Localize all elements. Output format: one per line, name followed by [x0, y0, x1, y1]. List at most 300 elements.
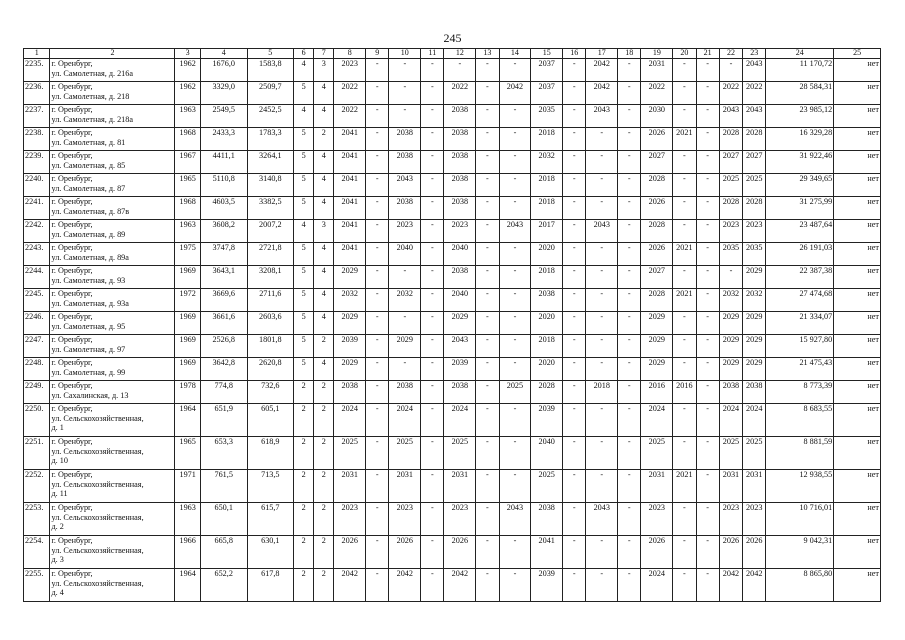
- cell-col-11: -: [421, 289, 444, 312]
- cell-col-5: 2509,7: [247, 82, 294, 105]
- row-number: 2235.: [24, 59, 50, 82]
- address-cell: [50, 536, 175, 569]
- cell-col-25: нет: [834, 536, 881, 569]
- cell-col-7: 2: [314, 437, 334, 470]
- cell-col-25: нет: [834, 381, 881, 404]
- cell-col-8: 2039: [334, 335, 366, 358]
- cell-col-19: 2031: [641, 59, 673, 82]
- cell-col-17: -: [586, 358, 618, 381]
- cell-col-7: 4: [314, 289, 334, 312]
- cell-col-17: 2043: [586, 105, 618, 128]
- cell-col-9: -: [366, 82, 389, 105]
- cell-col-3: 1968: [175, 197, 200, 220]
- cell-col-13: -: [476, 335, 499, 358]
- cell-col-20: -: [673, 82, 696, 105]
- cell-col-3: 1963: [175, 105, 200, 128]
- column-header: 17: [586, 49, 618, 59]
- address-line: ул. Самолетная, д. 87в: [51, 206, 130, 216]
- cell-col-14: 2043: [499, 503, 531, 536]
- column-header: 19: [641, 49, 673, 59]
- address-cell: [50, 151, 175, 174]
- cell-col-9: -: [366, 266, 389, 289]
- cell-col-11: -: [421, 174, 444, 197]
- cell-col-6: 5: [294, 289, 314, 312]
- address-line: г. Оренбург,: [51, 503, 93, 512]
- address-line: г. Оренбург,: [51, 174, 93, 183]
- cell-col-11: -: [421, 536, 444, 569]
- cell-col-13: -: [476, 197, 499, 220]
- address-line: ул. Самолетная, д. 87: [51, 183, 126, 193]
- cell-col-13: -: [476, 220, 499, 243]
- cell-col-20: -: [673, 266, 696, 289]
- cell-col-3: 1962: [175, 59, 200, 82]
- table-row: [24, 404, 881, 437]
- cell-col-9: -: [366, 358, 389, 381]
- cell-col-4: 774,8: [200, 381, 247, 404]
- cell-col-9: -: [366, 105, 389, 128]
- cell-col-4: 3642,8: [200, 358, 247, 381]
- cell-col-24: 31 275,99: [766, 197, 834, 220]
- cell-col-10: 2038: [389, 151, 421, 174]
- cell-col-4: 665,8: [200, 536, 247, 569]
- address-cell: [50, 312, 175, 335]
- row-number: 2240.: [24, 174, 50, 197]
- address-line: ул. Самолетная, д. 218а: [51, 114, 133, 124]
- cell-col-24: 9 042,31: [766, 536, 834, 569]
- cell-col-16: -: [563, 59, 586, 82]
- cell-col-6: 4: [294, 105, 314, 128]
- address-cell: [50, 437, 175, 470]
- cell-col-6: 2: [294, 569, 314, 602]
- cell-col-4: 5110,8: [200, 174, 247, 197]
- cell-col-15: 2018: [531, 128, 563, 151]
- cell-col-16: -: [563, 105, 586, 128]
- row-number: 2246.: [24, 312, 50, 335]
- cell-col-21: -: [696, 335, 719, 358]
- cell-col-13: -: [476, 266, 499, 289]
- cell-col-8: 2041: [334, 174, 366, 197]
- address-line: г. Оренбург,: [51, 82, 93, 91]
- column-header: 2: [50, 49, 175, 59]
- cell-col-14: -: [499, 243, 531, 266]
- cell-col-9: -: [366, 289, 389, 312]
- cell-col-18: -: [618, 105, 641, 128]
- address-line: д. 3: [51, 555, 64, 564]
- cell-col-18: -: [618, 289, 641, 312]
- cell-col-14: -: [499, 105, 531, 128]
- cell-col-3: 1965: [175, 174, 200, 197]
- cell-col-19: 2027: [641, 151, 673, 174]
- cell-col-24: 16 329,28: [766, 128, 834, 151]
- cell-col-13: -: [476, 105, 499, 128]
- address-cell: [50, 404, 175, 437]
- cell-col-13: -: [476, 243, 499, 266]
- cell-col-9: -: [366, 381, 389, 404]
- cell-col-11: -: [421, 437, 444, 470]
- cell-col-3: 1963: [175, 220, 200, 243]
- cell-col-10: 2038: [389, 381, 421, 404]
- cell-col-9: -: [366, 503, 389, 536]
- cell-col-13: -: [476, 289, 499, 312]
- cell-col-15: 2018: [531, 197, 563, 220]
- cell-col-25: нет: [834, 59, 881, 82]
- cell-col-19: 2026: [641, 128, 673, 151]
- cell-col-22: 2038: [719, 381, 742, 404]
- column-header: 3: [175, 49, 200, 59]
- cell-col-3: 1975: [175, 243, 200, 266]
- cell-col-7: 2: [314, 536, 334, 569]
- address-line: г. Оренбург,: [51, 404, 93, 413]
- cell-col-14: -: [499, 266, 531, 289]
- cell-col-9: -: [366, 312, 389, 335]
- address-line: д. 2: [51, 522, 64, 531]
- cell-col-4: 1676,0: [200, 59, 247, 82]
- cell-col-19: 2028: [641, 289, 673, 312]
- cell-col-4: 761,5: [200, 470, 247, 503]
- cell-col-7: 4: [314, 151, 334, 174]
- cell-col-7: 2: [314, 381, 334, 404]
- cell-col-5: 630,1: [247, 536, 294, 569]
- table-row: [24, 437, 881, 470]
- cell-col-13: -: [476, 503, 499, 536]
- cell-col-17: -: [586, 197, 618, 220]
- cell-col-15: 2018: [531, 335, 563, 358]
- column-header: 15: [531, 49, 563, 59]
- address-line: д. 11: [51, 489, 68, 498]
- cell-col-14: -: [499, 289, 531, 312]
- column-header: 14: [499, 49, 531, 59]
- cell-col-4: 4411,1: [200, 151, 247, 174]
- cell-col-23: 2035: [743, 243, 766, 266]
- table-row: [24, 243, 881, 266]
- cell-col-22: 2035: [719, 243, 742, 266]
- address-line: г. Оренбург,: [51, 197, 93, 206]
- cell-col-14: -: [499, 358, 531, 381]
- cell-col-25: нет: [834, 151, 881, 174]
- row-number: 2251.: [24, 437, 50, 470]
- cell-col-5: 2711,6: [247, 289, 294, 312]
- table-row: [24, 59, 881, 82]
- cell-col-7: 4: [314, 105, 334, 128]
- cell-col-15: 2018: [531, 174, 563, 197]
- cell-col-17: -: [586, 151, 618, 174]
- cell-col-10: 2040: [389, 243, 421, 266]
- cell-col-11: -: [421, 404, 444, 437]
- column-header: 4: [200, 49, 247, 59]
- cell-col-23: 2043: [743, 105, 766, 128]
- column-header: 1: [24, 49, 50, 59]
- cell-col-16: -: [563, 312, 586, 335]
- cell-col-8: 2029: [334, 266, 366, 289]
- cell-col-10: 2038: [389, 128, 421, 151]
- header-row: [24, 49, 881, 59]
- table-row: [24, 128, 881, 151]
- cell-col-8: 2023: [334, 503, 366, 536]
- row-number: 2247.: [24, 335, 50, 358]
- cell-col-11: -: [421, 335, 444, 358]
- cell-col-3: 1964: [175, 404, 200, 437]
- cell-col-13: -: [476, 569, 499, 602]
- cell-col-25: нет: [834, 82, 881, 105]
- address-line: г. Оренбург,: [51, 335, 93, 344]
- cell-col-6: 5: [294, 358, 314, 381]
- address-line: ул. Самолетная, д. 89а: [51, 252, 129, 262]
- cell-col-20: -: [673, 503, 696, 536]
- address-cell: [50, 503, 175, 536]
- row-number: 2241.: [24, 197, 50, 220]
- cell-col-24: 28 584,31: [766, 82, 834, 105]
- cell-col-25: нет: [834, 358, 881, 381]
- cell-col-18: -: [618, 266, 641, 289]
- cell-col-12: 2040: [444, 289, 476, 312]
- cell-col-7: 2: [314, 503, 334, 536]
- cell-col-6: 4: [294, 59, 314, 82]
- cell-col-15: 2039: [531, 569, 563, 602]
- cell-col-12: 2038: [444, 105, 476, 128]
- cell-col-5: 2620,8: [247, 358, 294, 381]
- cell-col-25: нет: [834, 335, 881, 358]
- cell-col-24: 12 938,55: [766, 470, 834, 503]
- cell-col-9: -: [366, 174, 389, 197]
- cell-col-8: 2025: [334, 437, 366, 470]
- cell-col-24: 22 387,38: [766, 266, 834, 289]
- cell-col-20: 2021: [673, 470, 696, 503]
- cell-col-10: 2024: [389, 404, 421, 437]
- cell-col-25: нет: [834, 128, 881, 151]
- cell-col-22: 2024: [719, 404, 742, 437]
- cell-col-17: 2043: [586, 220, 618, 243]
- cell-col-25: нет: [834, 197, 881, 220]
- cell-col-13: -: [476, 174, 499, 197]
- column-header: 10: [389, 49, 421, 59]
- cell-col-9: -: [366, 197, 389, 220]
- cell-col-25: нет: [834, 470, 881, 503]
- address-cell: [50, 266, 175, 289]
- cell-col-24: 15 927,80: [766, 335, 834, 358]
- address-line: ул. Самолетная, д. 85: [51, 160, 126, 170]
- cell-col-21: -: [696, 289, 719, 312]
- cell-col-8: 2023: [334, 59, 366, 82]
- table-row: [24, 335, 881, 358]
- cell-col-15: 2035: [531, 105, 563, 128]
- cell-col-3: 1962: [175, 82, 200, 105]
- cell-col-21: -: [696, 536, 719, 569]
- cell-col-9: -: [366, 220, 389, 243]
- cell-col-22: 2042: [719, 569, 742, 602]
- row-number: 2253.: [24, 503, 50, 536]
- cell-col-16: -: [563, 335, 586, 358]
- cell-col-24: 29 349,65: [766, 174, 834, 197]
- cell-col-3: 1963: [175, 503, 200, 536]
- table-row: [24, 312, 881, 335]
- cell-col-19: 2026: [641, 197, 673, 220]
- cell-col-18: -: [618, 536, 641, 569]
- cell-col-9: -: [366, 569, 389, 602]
- cell-col-18: -: [618, 312, 641, 335]
- cell-col-15: 2020: [531, 358, 563, 381]
- cell-col-6: 5: [294, 128, 314, 151]
- cell-col-12: 2042: [444, 569, 476, 602]
- cell-col-18: -: [618, 503, 641, 536]
- cell-col-6: 2: [294, 404, 314, 437]
- table-row: [24, 220, 881, 243]
- cell-col-8: 2032: [334, 289, 366, 312]
- cell-col-13: -: [476, 536, 499, 569]
- cell-col-14: 2043: [499, 220, 531, 243]
- address-cell: [50, 358, 175, 381]
- cell-col-19: 2025: [641, 437, 673, 470]
- column-header: 20: [673, 49, 696, 59]
- cell-col-20: -: [673, 358, 696, 381]
- cell-col-20: -: [673, 105, 696, 128]
- address-line: г. Оренбург,: [51, 381, 93, 390]
- cell-col-21: -: [696, 105, 719, 128]
- cell-col-19: 2029: [641, 335, 673, 358]
- cell-col-20: -: [673, 437, 696, 470]
- cell-col-22: 2028: [719, 197, 742, 220]
- cell-col-19: 2029: [641, 312, 673, 335]
- cell-col-10: 2038: [389, 197, 421, 220]
- cell-col-15: 2037: [531, 82, 563, 105]
- row-number: 2245.: [24, 289, 50, 312]
- row-number: 2239.: [24, 151, 50, 174]
- column-header: 24: [766, 49, 834, 59]
- cell-col-25: нет: [834, 266, 881, 289]
- cell-col-13: -: [476, 470, 499, 503]
- cell-col-15: 2039: [531, 404, 563, 437]
- address-line: г. Оренбург,: [51, 289, 93, 298]
- cell-col-12: 2038: [444, 197, 476, 220]
- cell-col-18: -: [618, 220, 641, 243]
- address-line: ул. Сельскохозяйственная,: [51, 512, 144, 522]
- address-line: ул. Самолетная, д. 99: [51, 367, 126, 377]
- cell-col-4: 3608,2: [200, 220, 247, 243]
- cell-col-25: нет: [834, 220, 881, 243]
- cell-col-3: 1967: [175, 151, 200, 174]
- cell-col-16: -: [563, 381, 586, 404]
- cell-col-18: -: [618, 197, 641, 220]
- cell-col-4: 3643,1: [200, 266, 247, 289]
- cell-col-24: 23 985,12: [766, 105, 834, 128]
- cell-col-21: -: [696, 358, 719, 381]
- cell-col-16: -: [563, 404, 586, 437]
- address-line: ул. Самолетная, д. 95: [51, 321, 126, 331]
- address-cell: [50, 569, 175, 602]
- cell-col-16: -: [563, 82, 586, 105]
- column-header: 12: [444, 49, 476, 59]
- cell-col-14: -: [499, 59, 531, 82]
- cell-col-21: -: [696, 243, 719, 266]
- cell-col-10: 2043: [389, 174, 421, 197]
- cell-col-5: 2603,6: [247, 312, 294, 335]
- cell-col-13: -: [476, 151, 499, 174]
- cell-col-14: -: [499, 312, 531, 335]
- cell-col-23: 2028: [743, 197, 766, 220]
- cell-col-3: 1969: [175, 312, 200, 335]
- cell-col-16: -: [563, 243, 586, 266]
- table-row: [24, 381, 881, 404]
- cell-col-15: 2040: [531, 437, 563, 470]
- cell-col-21: -: [696, 470, 719, 503]
- cell-col-12: 2039: [444, 358, 476, 381]
- table-row: [24, 82, 881, 105]
- cell-col-25: нет: [834, 503, 881, 536]
- cell-col-8: 2024: [334, 404, 366, 437]
- cell-col-19: 2024: [641, 404, 673, 437]
- cell-col-12: 2038: [444, 266, 476, 289]
- cell-col-23: 2042: [743, 569, 766, 602]
- cell-col-7: 4: [314, 197, 334, 220]
- cell-col-5: 618,9: [247, 437, 294, 470]
- cell-col-3: 1971: [175, 470, 200, 503]
- cell-col-8: 2041: [334, 151, 366, 174]
- cell-col-11: -: [421, 569, 444, 602]
- cell-col-21: -: [696, 503, 719, 536]
- table-row: [24, 470, 881, 503]
- cell-col-23: 2022: [743, 82, 766, 105]
- cell-col-8: 2041: [334, 128, 366, 151]
- cell-col-22: 2029: [719, 335, 742, 358]
- cell-col-22: 2029: [719, 312, 742, 335]
- cell-col-24: 27 474,68: [766, 289, 834, 312]
- cell-col-6: 5: [294, 335, 314, 358]
- cell-col-23: 2029: [743, 312, 766, 335]
- address-line: г. Оренбург,: [51, 243, 93, 252]
- cell-col-13: -: [476, 59, 499, 82]
- cell-col-22: 2032: [719, 289, 742, 312]
- cell-col-21: -: [696, 381, 719, 404]
- cell-col-20: -: [673, 569, 696, 602]
- cell-col-14: 2042: [499, 82, 531, 105]
- cell-col-11: -: [421, 381, 444, 404]
- cell-col-10: 2025: [389, 437, 421, 470]
- cell-col-4: 3661,6: [200, 312, 247, 335]
- cell-col-22: 2043: [719, 105, 742, 128]
- cell-col-8: 2038: [334, 381, 366, 404]
- cell-col-22: -: [719, 266, 742, 289]
- address-cell: [50, 128, 175, 151]
- cell-col-14: 2025: [499, 381, 531, 404]
- address-line: ул. Сельскохозяйственная,: [51, 545, 144, 555]
- cell-col-7: 2: [314, 569, 334, 602]
- row-number: 2244.: [24, 266, 50, 289]
- address-line: ул. Самолетная, д. 218: [51, 91, 130, 101]
- cell-col-16: -: [563, 503, 586, 536]
- housing-registry-table: [23, 48, 881, 602]
- address-cell: [50, 82, 175, 105]
- page-number: 245: [443, 31, 462, 45]
- cell-col-19: 2028: [641, 174, 673, 197]
- cell-col-18: -: [618, 82, 641, 105]
- column-header: 8: [334, 49, 366, 59]
- column-header: 25: [834, 49, 881, 59]
- cell-col-23: 2043: [743, 59, 766, 82]
- cell-col-14: -: [499, 470, 531, 503]
- cell-col-20: -: [673, 312, 696, 335]
- cell-col-23: 2027: [743, 151, 766, 174]
- cell-col-16: -: [563, 569, 586, 602]
- cell-col-7: 2: [314, 335, 334, 358]
- cell-col-12: 2023: [444, 220, 476, 243]
- cell-col-3: 1972: [175, 289, 200, 312]
- cell-col-19: 2022: [641, 82, 673, 105]
- cell-col-17: 2043: [586, 503, 618, 536]
- cell-col-23: 2026: [743, 536, 766, 569]
- cell-col-12: 2038: [444, 381, 476, 404]
- cell-col-24: 26 191,03: [766, 243, 834, 266]
- cell-col-22: 2023: [719, 503, 742, 536]
- cell-col-6: 4: [294, 220, 314, 243]
